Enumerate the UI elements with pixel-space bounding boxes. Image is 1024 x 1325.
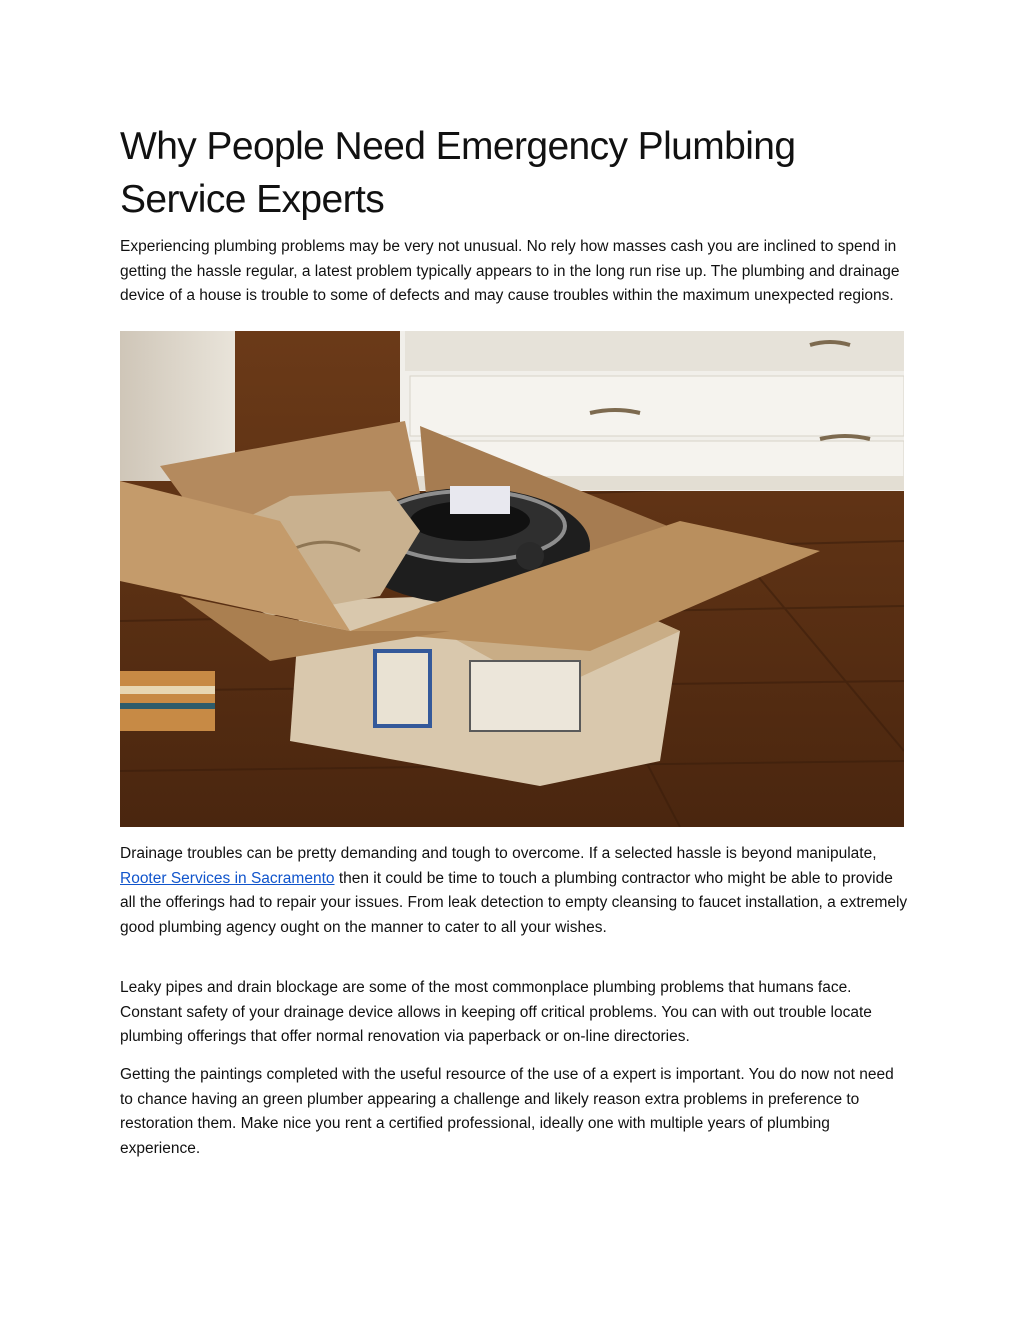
- intro-paragraph: Experiencing plumbing problems may be very not unusual. No rely how masses cash you are inclined to spend in getting the hassle regular, a latest problem typically appears to in the long run rise up. The plumbing and drainage device of a house is trouble to some of defects and may cause troubles within the maximum unexpected regions.: [120, 238, 900, 304]
- rooter-services-link[interactable]: Rooter Services in Sacramento: [120, 869, 335, 887]
- paragraph-drainage: [120, 842, 910, 940]
- paragraph-expert: Getting the paintings completed with the useful resource of the use of a expert is important. You do now not need to chance having an green plumber appearing a challenge and likely reason extra problems in preference to restoration them. Make nice you rent a certified professional, ideally one with multiple years of plumbing experience.: [120, 1066, 894, 1157]
- page-title: Why People Need Emergency Plumbing Service Experts: [120, 125, 796, 221]
- paragraph-drainage-end: then it could be time to touch a plumbing contractor who might be able to provide all the offerings had to repair your issues. From leak detection to empty cleansing to faucet installation, a extremely good plumbing agency ought on the manner to cater to all your wishes.: [120, 869, 908, 936]
- paragraph-drainage-start: Drainage troubles can be pretty demanding and tough to overcome. If a selected hassle is beyond manipulate,: [120, 845, 877, 862]
- article-photo: [120, 331, 904, 827]
- paragraph-leaky-pipes: Leaky pipes and drain blockage are some of the most commonplace plumbing problems that humans face. Constant safety of your drainage device allows in keeping off critical problems. You can with out trouble locate plumbing offerings that offer normal renovation via paperback or on-line directories.: [120, 979, 872, 1045]
